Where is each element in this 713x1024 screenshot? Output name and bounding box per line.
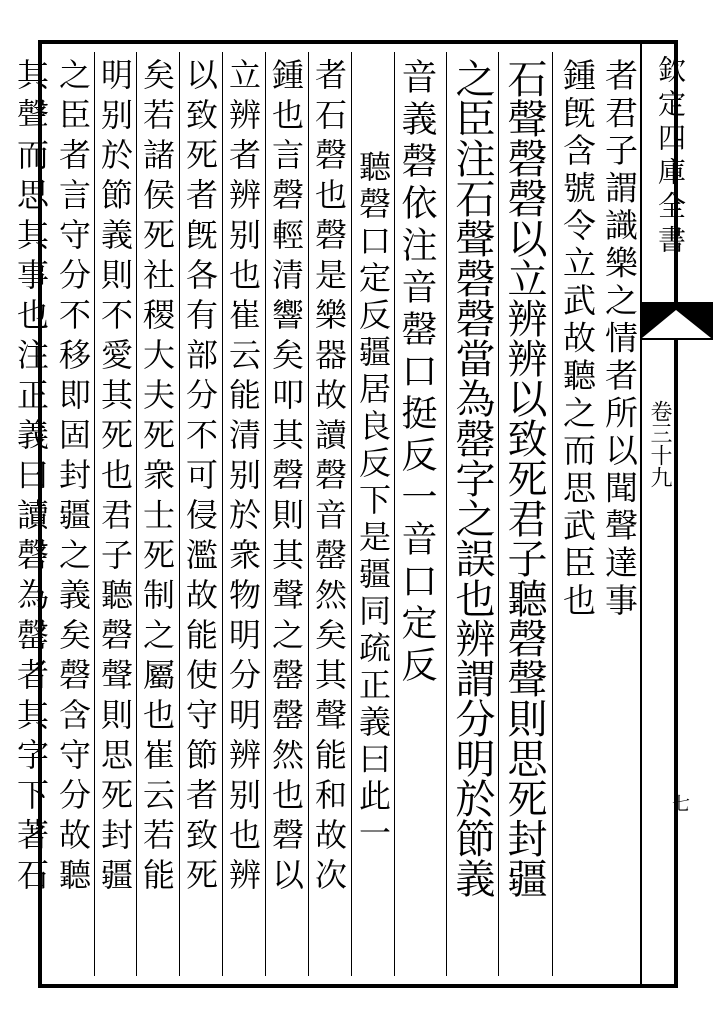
- column-divider: [136, 52, 137, 976]
- text-column-1: 者君子謂識樂之情者所以聞聲達事: [600, 58, 639, 621]
- text-column-11: 矣若諸侯死社稷大夫死衆士死制之屬也崔云若能: [138, 58, 176, 898]
- column-divider: [552, 52, 553, 976]
- text-column-8: 鍾也言磬輕清響矣叩其磬則其聲之罄罄然也磬以: [267, 58, 305, 898]
- column-divider: [446, 52, 447, 976]
- text-column-13: 之臣者言守分不移即固封疆之義矣磬含守分故聽: [54, 58, 92, 898]
- text-column-14: 其聲而思其事也注正義曰讀磬為罄者其字下著石: [12, 58, 50, 898]
- book-title: 欽定四庫全書: [654, 55, 687, 259]
- text-column-6: 聽磬口定反疆居良反下是疆同疏正義曰此一: [354, 150, 392, 853]
- column-divider: [179, 52, 180, 976]
- fish-tail-mark-icon: [640, 302, 713, 340]
- text-column-4: 之臣注石聲磬磬當為罄字之誤也辨謂分明於節義: [449, 58, 495, 898]
- text-column-12: 明别於節義則不愛其死也君子聽磬聲則思死封疆: [96, 58, 134, 898]
- column-divider: [222, 52, 223, 976]
- column-divider: [351, 52, 352, 976]
- column-divider: [498, 52, 499, 976]
- column-divider: [265, 52, 266, 976]
- text-column-3: 石聲磬磬以立辨辨以致死君子聽磬聲則思死封疆: [501, 58, 547, 898]
- text-column-7: 者石磬也磬是樂器故讀磬音罄然矣其聲能和故次: [310, 58, 348, 898]
- margin-divider-line: [640, 40, 642, 988]
- text-column-2: 鍾旣含號令立武故聽之而思武臣也: [558, 58, 597, 621]
- column-divider: [394, 52, 395, 976]
- column-divider: [94, 52, 95, 976]
- text-column-9: 立辨者辨别也崔云能清别於衆物明分明辨别也辨: [224, 58, 262, 898]
- text-column-10: 以致死者旣各有部分不可侵濫故能使守節者致死: [181, 58, 219, 898]
- edge-mark: 七: [672, 794, 690, 815]
- text-column-5: 音義磬依注音罄口挺反一音口定反: [396, 58, 437, 688]
- juan-label: 卷三十九: [647, 400, 672, 488]
- column-divider: [308, 52, 309, 976]
